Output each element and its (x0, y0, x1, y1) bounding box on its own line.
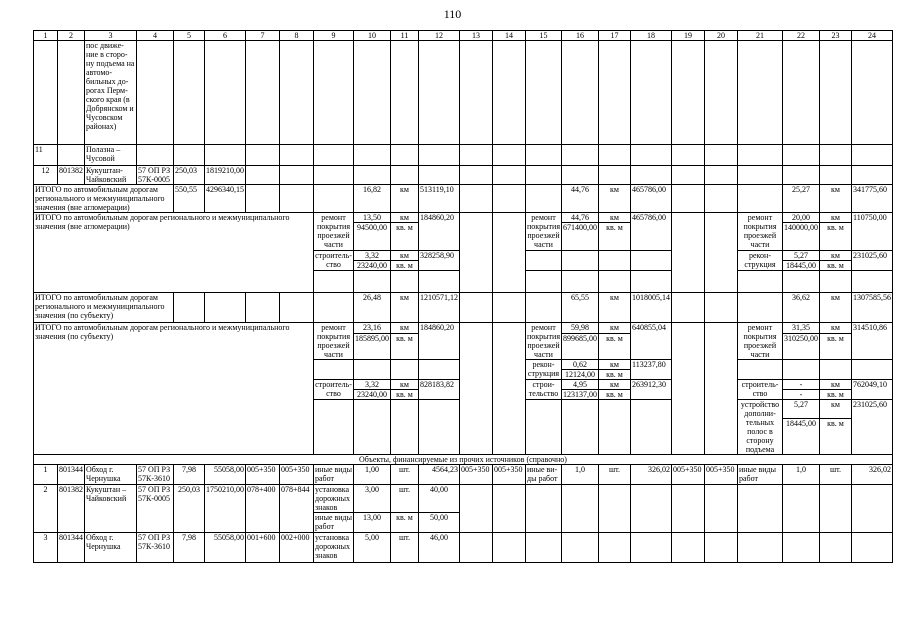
col-header: 19 (672, 31, 705, 41)
unit-value: км (391, 380, 419, 390)
col-header: 5 (174, 31, 205, 41)
qty-value: 23240,00 (354, 261, 391, 271)
sum-value: 513119,10 (419, 185, 460, 213)
unit-value: кв. м (820, 223, 852, 251)
unit-value: км (391, 213, 419, 223)
unit-value: кв. м (599, 223, 631, 251)
unit-value: кв. м (391, 390, 419, 400)
col-header: 21 (738, 31, 783, 41)
unit-value: км (599, 323, 631, 334)
qty-value: 3,00 (354, 485, 391, 513)
qty-value: 31,35 (783, 323, 820, 334)
unit-value: км (599, 293, 631, 323)
unit-value: шт. (391, 465, 419, 485)
work-type: строитель-ство (315, 251, 352, 269)
unit-value: кв. м (391, 261, 419, 271)
qty-value: 18445,00 (783, 261, 820, 271)
qty-value: 13,00 (354, 513, 391, 533)
sum-value: 231025,60 (852, 400, 893, 455)
road-id: 57 ОП РЗ 57К-3610 (137, 465, 174, 485)
unit-value: шт. (599, 465, 631, 485)
table-row (34, 465, 893, 485)
qty-value: 123137,00 (563, 390, 597, 399)
sum-value: 328258,90 (419, 251, 460, 271)
km-start: 005+350 (460, 465, 493, 485)
unit-value: км (599, 380, 631, 390)
total-row (34, 213, 893, 223)
sum-value: 184860,20 (419, 213, 460, 251)
qty-value: 5,00 (354, 533, 391, 563)
sum-value: 762049,10 (852, 380, 893, 400)
sum-value: 465786,00 (631, 185, 672, 213)
sum-value: 1307585,56 (852, 293, 893, 323)
qty-value: 23240,00 (354, 390, 391, 400)
work-type: установка дорожных знаков (314, 485, 354, 513)
work-type: строитель-ство (315, 380, 352, 398)
col-header: 3 (85, 31, 137, 41)
km-end: 005+350 (280, 465, 314, 485)
unit-value: км (820, 380, 852, 390)
sum-value: 640855,04 (631, 323, 672, 360)
col-header: 14 (493, 31, 526, 41)
total-label: ИТОГО по автомобильным дорогам регионального и межмуниципального значения (по субъекту) (34, 323, 314, 455)
qty-value: 26,48 (354, 293, 391, 323)
km-end: 005+350 (705, 465, 738, 485)
qty-value: 1,0 (562, 465, 599, 485)
unit-value: км (599, 185, 631, 213)
qty-value: 5,27 (783, 251, 820, 261)
col-header: 10 (354, 31, 391, 41)
row-number: 3 (34, 533, 58, 563)
length-value: 250,03 (174, 166, 205, 185)
sum-value: 1210571,12 (419, 293, 460, 323)
work-type: иные ви-ды работ (526, 465, 562, 485)
qty-value: 12124,00 (562, 370, 599, 380)
qty-value: 899685,00 (562, 334, 599, 360)
qty-value: 59,98 (562, 323, 599, 334)
qty-value: 44,76 (562, 213, 599, 223)
object-name: Полазна – Чусовой (85, 145, 137, 166)
qty-value: 44,76 (562, 185, 599, 213)
total-label: ИТОГО по автомобильным дорогам регионального и межмуниципального значения (вне агломерации) (34, 213, 314, 293)
length-value: 7,98 (174, 533, 205, 563)
total-row (34, 323, 893, 334)
work-type: ремонт покрытия проезжей части (527, 213, 560, 249)
unit-value: кв. м (820, 419, 852, 455)
object-name: Обход г. Чернушка (85, 533, 137, 563)
total-cost: 4296340,15 (205, 185, 246, 213)
total-label: ИТОГО по автомобильным дорогам регионального и межмуниципального значения (вне агломерации) (34, 185, 174, 213)
cost-value: 55058,00 (205, 465, 246, 485)
qty-value: 23,16 (354, 323, 391, 334)
qty-value: 65,55 (562, 293, 599, 323)
road-id: 57 ОП РЗ 57К-0005 (137, 166, 174, 185)
unit-value: км (391, 323, 419, 334)
col-header: 16 (562, 31, 599, 41)
sum-value: 326,02 (852, 465, 893, 485)
table-row (34, 41, 893, 145)
unit-value: км (391, 185, 419, 213)
total-length: 550,55 (174, 185, 205, 213)
col-header: 18 (631, 31, 672, 41)
qty-value: 4,95 (562, 380, 599, 390)
km-start: 005+350 (672, 465, 705, 485)
total-label: ИТОГО по автомобильным дорогам регионального и межмуниципального значения (по субъекту) (34, 293, 174, 323)
row-number: 1 (34, 465, 58, 485)
sum-value: 314510,86 (852, 323, 893, 360)
unit-value: км (820, 213, 852, 223)
unit-value: кв. м (820, 334, 852, 360)
qty-value: 20,00 (783, 213, 820, 223)
sum-value: 341775,60 (852, 185, 893, 213)
col-header: 13 (460, 31, 493, 41)
qty-value: 36,62 (783, 293, 820, 323)
col-header: 1 (34, 31, 58, 41)
sum-value: 231025,60 (852, 251, 893, 271)
unit-value: кв. м (391, 334, 419, 360)
sum-value: 110750,00 (852, 213, 893, 251)
work-type: ремонт покрытия проезжей части (527, 323, 560, 359)
road-id: 57 ОП РЗ 57К-0005 (137, 485, 174, 533)
col-header: 15 (526, 31, 562, 41)
qty-value: 25,27 (783, 185, 820, 213)
unit-value: км (820, 323, 852, 334)
object-name: Кукуштан – Чайковский (85, 485, 137, 533)
sum-value: 113237,80 (631, 360, 672, 380)
work-type: ремонт покрытия проезжей части (738, 323, 783, 360)
qty-value: 185895,00 (354, 334, 391, 360)
col-header: 24 (852, 31, 893, 41)
total-row (34, 185, 893, 213)
work-type: иные виды работ (315, 465, 352, 483)
qty-value: 1,00 (354, 465, 391, 485)
unit-value: шт. (820, 465, 852, 485)
unit-value: шт. (391, 533, 419, 563)
work-type: строитель-ство (738, 380, 783, 400)
qty-value: 0,62 (562, 360, 599, 370)
unit-value: кв. м (599, 370, 631, 380)
col-header: 20 (705, 31, 738, 41)
sum-value: 263912,30 (631, 380, 672, 400)
unit-value: км (391, 293, 419, 323)
table-row (34, 166, 893, 185)
sum-value: 465786,00 (631, 213, 672, 251)
road-works-table (33, 30, 893, 563)
work-type: ремонт покрытия проезжей части (314, 213, 354, 251)
unit-value: шт. (391, 485, 419, 513)
col-header: 4 (137, 31, 174, 41)
column-number-row (34, 31, 893, 41)
unit-value: кв. м (391, 223, 419, 251)
cost-value: 1819210,00 (205, 166, 246, 185)
object-code: 801344 (58, 465, 85, 485)
qty-value: 3,32 (354, 380, 391, 390)
col-header: 17 (599, 31, 631, 41)
col-header: 9 (314, 31, 354, 41)
table-row (34, 485, 893, 513)
work-type: ремонт покрытия проезжей части (314, 323, 354, 360)
unit-value: кв. м (599, 334, 631, 360)
road-id: 57 ОП РЗ 57К-3610 (137, 533, 174, 563)
qty-value: 5,27 (783, 400, 820, 419)
cost-value: 55058,00 (205, 533, 246, 563)
page-number: 110 (443, 7, 462, 21)
unit-value: кв. м (820, 261, 852, 271)
qty-value: 3,32 (354, 251, 391, 261)
object-code: 801382 (58, 485, 85, 533)
unit-value: кв. м (599, 390, 631, 400)
km-start: 001+600 (246, 533, 280, 563)
work-type: устройство дополни-тельных полос в сторону подъема (738, 400, 783, 455)
object-description: пос движе-ние в сторо-ну подъема на автомо-бильных до-рогах Перм-ского края (в Добрянском и Чусовском районах) (85, 41, 137, 145)
length-value: 250,03 (174, 485, 205, 533)
length-value: 7,98 (174, 465, 205, 485)
unit-value: кв. м (820, 390, 852, 400)
unit-value: км (820, 251, 852, 261)
km-end: 002+000 (280, 533, 314, 563)
col-header: 2 (58, 31, 85, 41)
sum-value: 50,00 (419, 513, 460, 533)
col-header: 22 (783, 31, 820, 41)
unit-value: км (820, 293, 852, 323)
work-type: иные виды работ (738, 465, 783, 485)
total-row (34, 293, 893, 323)
row-number: 12 (34, 166, 58, 185)
unit-value: кв. м (391, 513, 419, 533)
unit-value: км (391, 251, 419, 261)
work-type: установка дорожных знаков (314, 533, 354, 563)
km-end: 078+844 (280, 485, 314, 533)
qty-value: 140000,00 (783, 223, 820, 251)
km-end: 005+350 (493, 465, 526, 485)
work-type: рекон-струкция (738, 251, 783, 271)
col-header: 7 (246, 31, 280, 41)
table-row (34, 533, 893, 563)
qty-value: - (783, 380, 820, 390)
sum-value: 1018005,14 (631, 293, 672, 323)
sum-value: 828183,82 (419, 380, 460, 400)
work-type: ремонт покрытия проезжей части (738, 213, 783, 251)
section-row (34, 455, 893, 465)
sum-value: 46,00 (419, 533, 460, 563)
unit-value: км (820, 400, 852, 419)
work-type: строи-тельство (526, 380, 562, 400)
work-type: иные виды работ (315, 513, 352, 531)
qty-value: 18445,00 (783, 419, 820, 455)
unit-value: км (599, 360, 631, 370)
unit-value: км (820, 185, 852, 213)
col-header: 8 (280, 31, 314, 41)
unit-value: км (599, 213, 631, 223)
qty-value: 1,0 (783, 465, 820, 485)
sum-value: 326,02 (631, 465, 672, 485)
col-header: 6 (205, 31, 246, 41)
km-start: 078+400 (246, 485, 280, 533)
object-code: 801382 (58, 166, 85, 185)
object-code: 801344 (58, 533, 85, 563)
qty-value: - (783, 390, 820, 400)
cost-value: 1750210,00 (205, 485, 246, 533)
section-title: Объекты, финансируемые из прочих источников (справочно) (34, 455, 893, 465)
sum-value: 184860,20 (419, 323, 460, 360)
object-name: Кукуштан-Чайковский (85, 166, 137, 185)
row-number: 11 (34, 145, 58, 166)
object-name: Обход г. Чернушка (85, 465, 137, 485)
col-header: 23 (820, 31, 852, 41)
row-number: 2 (34, 485, 58, 533)
qty-value: 16,82 (354, 185, 391, 213)
sum-value: 40,00 (419, 485, 460, 513)
qty-value: 13,50 (354, 213, 391, 223)
sum-value: 4564,23 (419, 465, 460, 485)
qty-value: 94500,00 (354, 223, 391, 251)
work-type: рекон-струкция (526, 360, 562, 380)
col-header: 11 (391, 31, 419, 41)
col-header: 12 (419, 31, 460, 41)
km-start: 005+350 (246, 465, 280, 485)
table-row (34, 145, 893, 166)
qty-value: 310250,00 (783, 334, 820, 360)
qty-value: 671400,00 (562, 223, 599, 251)
